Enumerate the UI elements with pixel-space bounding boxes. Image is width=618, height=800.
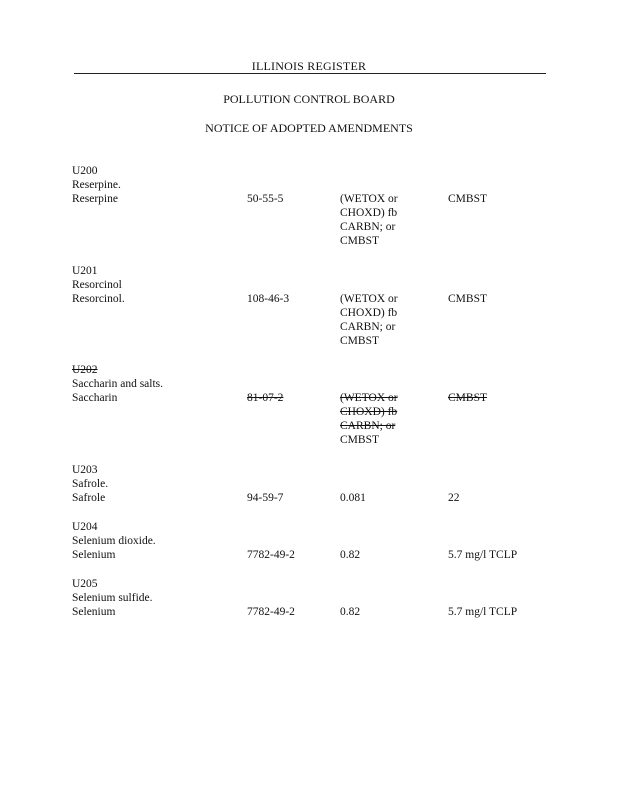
cas-number: 81-07-2	[247, 392, 284, 404]
wastewater-standard-line: (WETOX or	[340, 193, 398, 205]
waste-name: Selenium dioxide.	[72, 535, 156, 547]
wastewater-standard-line: CMBST	[340, 434, 379, 446]
wastewater-standard-line: CMBST	[340, 335, 379, 347]
nonwastewater-standard: CMBST	[448, 193, 487, 205]
constituent-row	[72, 292, 552, 306]
notice-title: NOTICE OF ADOPTED AMENDMENTS	[205, 121, 413, 135]
cas-number: 108-46-3	[247, 293, 290, 305]
constituent-name: Selenium	[72, 549, 116, 561]
waste-name: Selenium sulfide.	[72, 592, 153, 604]
cas-number: 7782-49-2	[247, 606, 295, 618]
wastewater-standard-line: (WETOX or	[340, 392, 398, 404]
wastewater-standard-line: CHOXD) fb	[340, 207, 398, 219]
constituent-name: Reserpine	[72, 193, 118, 205]
waste-entry-deleted	[72, 363, 552, 447]
constituent-name: Safrole	[72, 492, 106, 504]
wastewater-standard-line: CHOXD) fb	[340, 307, 398, 319]
waste-entry	[72, 164, 552, 248]
cas-number: 50-55-5	[247, 193, 284, 205]
nonwastewater-standard: CMBST	[448, 293, 487, 305]
waste-code: U200	[72, 165, 98, 177]
constituent-name: Saccharin	[72, 392, 118, 404]
constituent-row	[72, 391, 552, 405]
constituent-name: Selenium	[72, 606, 116, 618]
board-name: POLLUTION CONTROL BOARD	[223, 92, 395, 106]
waste-entry	[72, 520, 552, 562]
waste-code: U202	[72, 364, 98, 376]
nonwastewater-standard: 5.7 mg/l TCLP	[448, 606, 518, 618]
waste-name: Saccharin and salts.	[72, 378, 164, 390]
waste-name: Resorcinol	[72, 279, 122, 291]
wastewater-standard-line: CHOXD) fb	[340, 406, 398, 418]
wastewater-standard-line: 0.82	[340, 549, 361, 561]
constituent-row	[72, 192, 552, 206]
waste-name: Reserpine.	[72, 179, 121, 191]
waste-code: U203	[72, 464, 98, 476]
waste-name: Safrole.	[72, 478, 109, 490]
nonwastewater-standard: 5.7 mg/l TCLP	[448, 549, 518, 561]
wastewater-standard-line: (WETOX or	[340, 293, 398, 305]
waste-code: U204	[72, 521, 98, 533]
constituent-name: Resorcinol.	[72, 293, 125, 305]
constituent-row	[72, 548, 552, 562]
nonwastewater-standard: CMBST	[448, 392, 487, 404]
waste-entry	[72, 577, 552, 619]
wastewater-standard-line: CARBN; or	[340, 420, 396, 432]
cas-number: 7782-49-2	[247, 549, 295, 561]
cas-number: 94-59-7	[247, 492, 284, 504]
constituent-row	[72, 605, 552, 619]
waste-entry	[72, 264, 552, 348]
wastewater-standard-line: 0.081	[340, 492, 366, 504]
nonwastewater-standard: 22	[448, 492, 460, 504]
constituent-row	[72, 491, 552, 505]
wastewater-standard-line: CMBST	[340, 235, 379, 247]
wastewater-standard-line: CARBN; or	[340, 221, 396, 233]
waste-entry	[72, 463, 552, 505]
waste-code: U201	[72, 265, 98, 277]
wastewater-standard-line: 0.82	[340, 606, 361, 618]
wastewater-standard-line: CARBN; or	[340, 321, 396, 333]
waste-code: U205	[72, 578, 98, 590]
register-title: ILLINOIS REGISTER	[251, 59, 367, 73]
